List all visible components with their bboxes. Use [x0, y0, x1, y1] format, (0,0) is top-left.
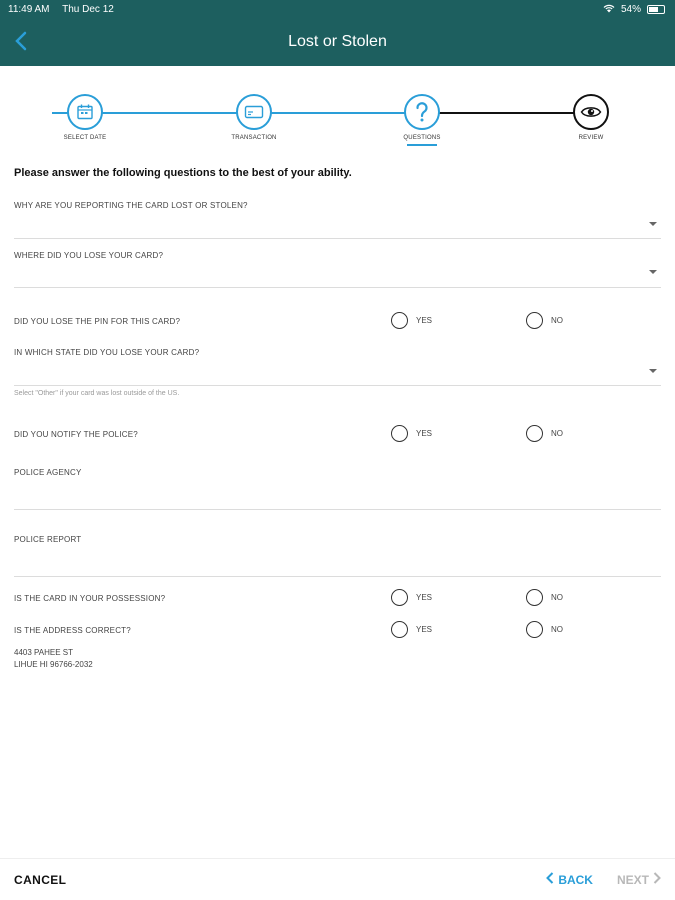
reason-label: WHY ARE YOU REPORTING THE CARD LOST OR STOLEN?: [14, 201, 248, 210]
step-review: [546, 94, 636, 141]
pin-label: DID YOU LOSE THE PIN FOR THIS CARD?: [14, 317, 181, 326]
status-date: Thu Dec 12: [62, 3, 114, 15]
possession-no-radio[interactable]: [526, 589, 563, 606]
pin-no-radio[interactable]: [526, 312, 563, 329]
radio-circle[interactable]: [526, 312, 543, 329]
radio-label: YES: [416, 625, 433, 634]
chevron-left-icon[interactable]: [6, 26, 36, 56]
wifi-icon: [603, 4, 615, 15]
status-left: [8, 4, 124, 15]
radio-label: NO: [551, 593, 563, 602]
state-select-underline[interactable]: [14, 385, 661, 386]
radio-circle[interactable]: [526, 589, 543, 606]
pin-yes-radio[interactable]: [391, 312, 432, 329]
radio-label: YES: [416, 316, 433, 325]
chevron-down-icon[interactable]: [649, 369, 657, 373]
police-notify-label: DID YOU NOTIFY THE POLICE?: [14, 430, 138, 439]
police-agency-input[interactable]: [14, 509, 661, 510]
radio-circle[interactable]: [391, 589, 408, 606]
chevron-down-icon[interactable]: [649, 270, 657, 274]
step-label: TRANSACTION: [231, 135, 277, 141]
where-select-underline[interactable]: [14, 287, 661, 288]
radio-label: YES: [416, 593, 433, 602]
police-yes-radio[interactable]: [391, 425, 432, 442]
radio-circle[interactable]: [391, 312, 408, 329]
step-questions: [377, 94, 467, 146]
radio-circle[interactable]: [526, 621, 543, 638]
back-button[interactable]: [546, 872, 593, 887]
possession-yes-radio[interactable]: [391, 589, 432, 606]
back-button-label: BACK: [558, 872, 593, 887]
step-label: REVIEW: [578, 135, 604, 141]
chevron-down-icon[interactable]: [649, 222, 657, 226]
status-right: [603, 4, 665, 15]
status-time: 11:49 AM: [8, 3, 50, 15]
question-icon: [404, 94, 440, 130]
radio-label: NO: [551, 429, 563, 438]
card-icon: [236, 94, 272, 130]
eye-icon: [573, 94, 609, 130]
police-report-input[interactable]: [14, 576, 661, 577]
form-intro: Please answer the following questions to the best of your ability.: [14, 167, 352, 179]
cancel-button[interactable]: CANCEL: [14, 872, 67, 887]
address-block: [14, 647, 93, 671]
state-hint: Select "Other" if your card was lost outside of the US.: [14, 390, 180, 397]
reason-select-underline[interactable]: [14, 238, 661, 239]
status-bar: [0, 0, 675, 18]
where-label: WHERE DID YOU LOSE YOUR CARD?: [14, 251, 164, 260]
chevron-left-icon: [546, 872, 554, 887]
possession-label: IS THE CARD IN YOUR POSSESSION?: [14, 594, 166, 603]
police-report-label: POLICE REPORT: [14, 535, 82, 544]
step-label: SELECT DATE: [63, 135, 107, 141]
address-line-2: LIHUE HI 96766-2032: [14, 660, 93, 669]
address-no-radio[interactable]: [526, 621, 563, 638]
progress-stepper: [0, 90, 675, 150]
address-line-1: 4403 PAHEE ST: [14, 648, 73, 657]
nav-bar: [0, 18, 675, 66]
radio-circle[interactable]: [391, 621, 408, 638]
footer-nav-buttons: [546, 872, 661, 887]
footer-bar: [0, 858, 675, 900]
radio-label: NO: [551, 625, 563, 634]
state-label: IN WHICH STATE DID YOU LOSE YOUR CARD?: [14, 348, 200, 357]
radio-label: NO: [551, 316, 563, 325]
step-label: QUESTIONS: [403, 135, 441, 141]
step-select-date: [40, 94, 130, 141]
battery-icon: [647, 5, 665, 14]
radio-circle[interactable]: [526, 425, 543, 442]
step-transaction: [209, 94, 299, 141]
address-yes-radio[interactable]: [391, 621, 432, 638]
police-no-radio[interactable]: [526, 425, 563, 442]
battery-percent: 54%: [620, 3, 641, 15]
radio-circle[interactable]: [391, 425, 408, 442]
radio-label: YES: [416, 429, 433, 438]
calendar-icon: [67, 94, 103, 130]
active-step-indicator: [407, 144, 437, 146]
chevron-right-icon: [653, 872, 661, 887]
page-title: Lost or Stolen: [288, 33, 387, 50]
next-button[interactable]: [617, 872, 661, 887]
police-agency-label: POLICE AGENCY: [14, 468, 82, 477]
address-label: IS THE ADDRESS CORRECT?: [14, 626, 131, 635]
next-button-label: NEXT: [616, 872, 649, 887]
